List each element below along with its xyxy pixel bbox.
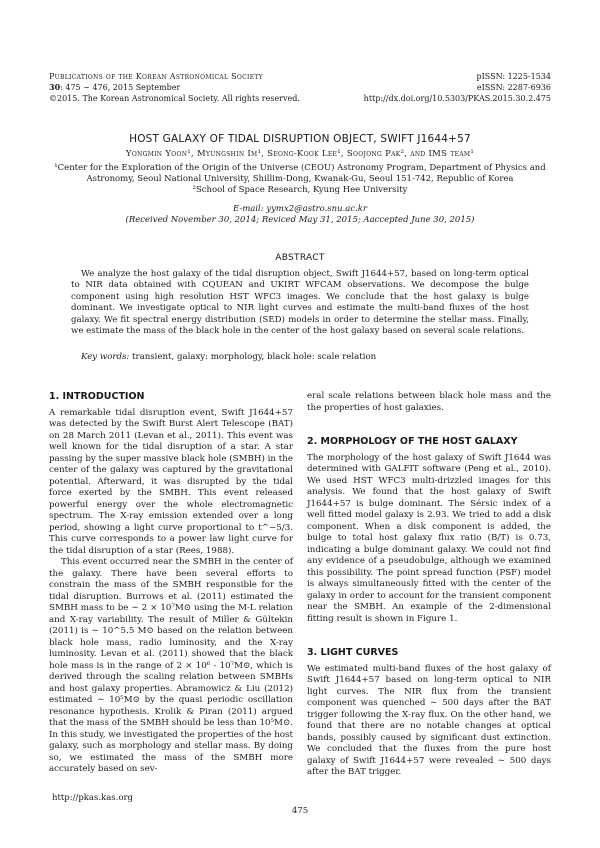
intro-continuation: eral scale relations between black hole mass and the the properties of host galaxies. (307, 391, 551, 413)
abstract-heading: ABSTRACT (275, 253, 325, 263)
affiliation-2: ²School of Space Research, Kyung Hee University (192, 185, 408, 195)
doi-link[interactable]: http://dx.doi.org/10.5303/PKAS.2015.30.2.475 (363, 94, 551, 103)
left-column (49, 391, 293, 776)
paper-title: HOST GALAXY OF TIDAL DISRUPTION OBJECT, SWIFT J1644+57 (129, 133, 471, 145)
right-column (307, 391, 551, 779)
light-curves-paragraph: We estimated multi-band fluxes of the host galaxy of Swift J1644+57 based on long-term optical to NIR light curves. The NIR flux from the transient component was quenched ∼ 500 days after the BAT trigger following the X-ray flux. On the other hand, we found that there are no notable changes at optical bands, possibly caused by significant dust extinction. We concluded that the fluxes from the pure host galaxy of Swift J1644+57 were revealed ∼ 500 days after the BAT trigger. (307, 663, 551, 777)
issn-block (291, 71, 551, 104)
author-list: Yongmin Yoon¹, Myungshin Im¹, Seong-Kook Lee¹, Soojong Pak², and IMS team¹ (125, 149, 475, 159)
affiliation-1a: ¹Center for the Exploration of the Origin of the Universe (CEOU) Astronomy Program, Department of Physics and (54, 163, 546, 173)
affiliation-1b: Astronomy, Seoul National University, Shillim-Dong, Kwanak-Gu, Seoul 151-742, Republic of Korea (86, 174, 514, 184)
journal-name: Publications of the Korean Astronomical Society (49, 72, 263, 81)
page-number: 475 (291, 806, 309, 816)
keywords-label: Key words: (81, 352, 130, 362)
footer-url[interactable]: http://pkas.kas.org (52, 793, 133, 803)
eissn: eISSN: 2287-6936 (476, 83, 551, 92)
section-intro-heading: 1. INTRODUCTION (49, 391, 145, 402)
abstract-text: We analyze the host galaxy of the tidal disruption object, Swift J1644+57, based on long-term optical to NIR data obtained with CQUEAN and UKIRT WFCAM observations. We decompose the bulge component using high resolution HST WFC3 images. We conclude that the host galaxy is bulge dominant. We investigate optical to NIR light curves and estimate the multi-band fluxes of the host galaxy. We fit spectral energy distribution (SED) models in order to determine the stellar mass. Finally, we estimate the mass of the black hole in the center of the host galaxy based on several scale relations. (71, 269, 529, 337)
section-morphology-heading: 2. MORPHOLOGY OF THE HOST GALAXY (307, 436, 518, 447)
copyright: ©2015. The Korean Astronomical Society. All rights reserved. (49, 94, 300, 103)
intro-paragraph-2: This event occurred near the SMBH in the center of the galaxy. There have been several efforts to constrain the mass of the SMBH responsible for the tidal disruption. Burrows et al. (2011) estimated the SMBH mass to be ∼ 2 × 10⁷M⊙ using the M-L relation and X-ray variability. The result of Miller & Gültekin (2011) is ∼ 10^5.5 M⊙ based on the relation between black hole mass, radio luminosity, and the X-ray luminosity. Levan et al. (2011) showed that the black hole mass is in the range of 2 × 10⁶ - 10⁷M⊙, which is derived through the scaling relation between SMBHs and host galaxy properties. Abramowicz & Liu (2012) estimated ∼ 10⁵M⊙ by the quasi periodic oscillation resonance hypothesis. Krolik & Piran (2011) argued that the mass of the SMBH should be less than 10⁵M⊙. In this study, we investigated the properties of the host galaxy, such as morphology and stellar mass. By doing so, we estimated the mass of the SMBH more accurately based on sev- (49, 557, 293, 774)
keywords (81, 352, 529, 363)
morphology-paragraph: The morphology of the host galaxy of Swift J1644 was determined with GALFIT software (Peng et al., 2010). We used HST WFC3 multi-drizzled images for this analysis. We found that the host galaxy of Swift J1644+57 is bulge dominant. The Sérsic index of a well fitted model galaxy is 2.93. We tried to add a disk component. When a disk component is added, the bulge to total host galaxy flux ratio (B/T) is 0.73, indicating a bulge dominant galaxy. We could not find any evidence of a pseudobulge, although we examined this possibility. The point spread function (PSF) model is always simultaneously fitted with the center of the galaxy in order to account for the transient component near the SMBH. An example of the 2-dimensional fitting result is shown in Figure 1. (307, 452, 551, 624)
intro-paragraph-1: A remarkable tidal disruption event, Swift J1644+57 was detected by the Swift Burst Alert Telescope (BAT) on 28 March 2011 (Levan et al., 2011). This event was well known for the tidal disruption of a star. A star passing by the super massive black hole (SMBH) in the center of the galaxy was captured by the gravitational potential. Afterward, it was disrupted by the tidal force exerted by the SMBH. This event released powerful energy over the whole electromagnetic spectrum. The X-ray emission extended over a long period, showing a light curve proportional to t^−5/3. This curve corresponds to a power law light curve for the tidal disruption of a star (Rees, 1988). (49, 407, 293, 556)
email[interactable]: E-mail: yymx2@astro.snu.ac.kr (232, 204, 368, 214)
volume-number: 30 (49, 82, 61, 92)
pissn: pISSN: 1225-1534 (476, 72, 551, 81)
keywords-value: transient, galaxy: morphology, black hole: scale relation (132, 352, 377, 362)
section-light-curves-heading: 3. LIGHT CURVES (307, 647, 399, 658)
affiliations (40, 163, 560, 196)
pages-date: : 475 ∼ 476, 2015 September (60, 83, 181, 92)
received-dates: (Received November 30, 2014; Reviced May 31, 2015; Aaccepted June 30, 2015) (125, 215, 475, 225)
